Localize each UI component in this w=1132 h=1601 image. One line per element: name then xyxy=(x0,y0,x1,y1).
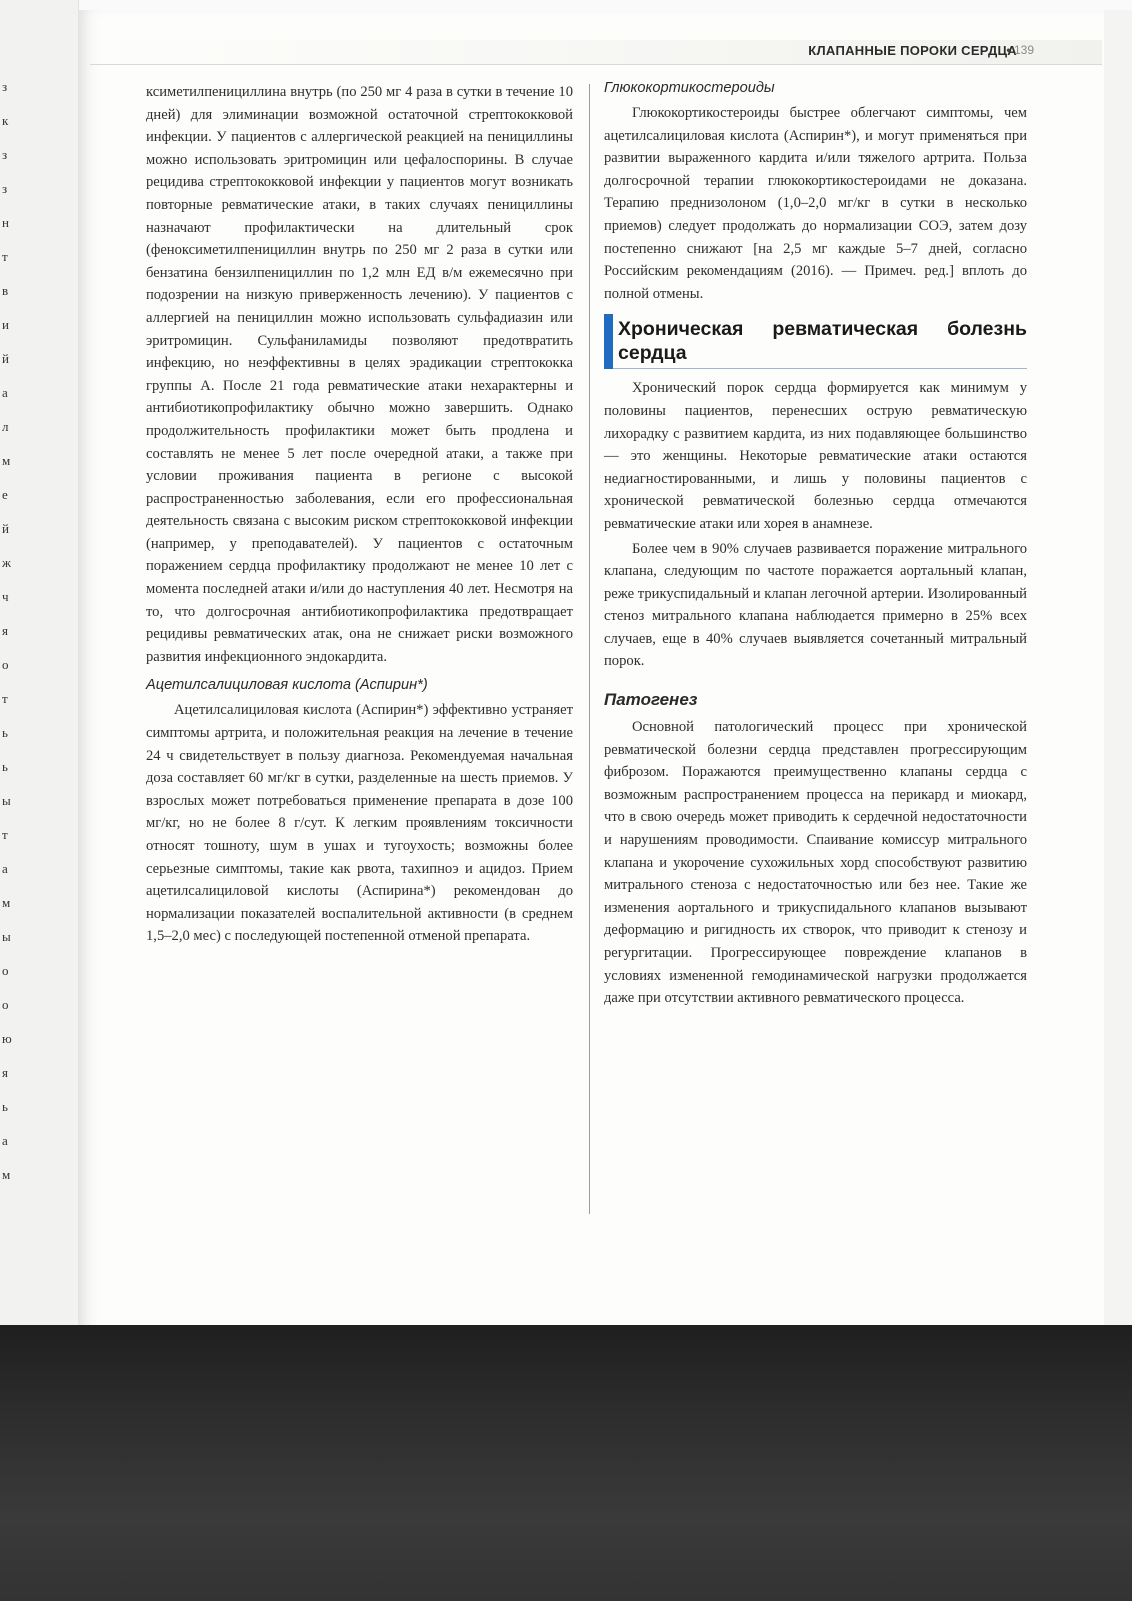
scanner-dark-background xyxy=(0,1325,1132,1601)
facing-page-fragment: м xyxy=(2,453,11,468)
page-number: • 139 xyxy=(1006,43,1034,57)
facing-page-fragment: ю xyxy=(2,1031,12,1046)
facing-page-fragment: т xyxy=(2,249,8,264)
facing-page-fragment: ы xyxy=(2,929,11,944)
facing-page-fragment: л xyxy=(2,419,9,434)
facing-page-fragment: а xyxy=(2,1133,8,1148)
facing-page-fragment: м xyxy=(2,1167,11,1182)
facing-page-fragment: ж xyxy=(2,555,11,570)
facing-page-fragment: е xyxy=(2,487,8,502)
section-heading xyxy=(604,314,1027,369)
body-paragraph: Ацетилсалициловая кислота (Аспирин*) эффективно устраняет симптомы артрита, и положительная реакция на лечение в течение 24 ч свидетельствует в пользу диагноза. Рекомендуемая начальная доза составляет 60 мг/кг в сутки, разделенные на шесть приемов. У взрослых может потребоваться применение препарата в дозе 100 мг/кг, но не более 8 г/сут. К легким проявлениям токсичности относят тошноту, шум в ушах и тугоухость; возможны более серьезные симптомы, такие как рвота, тахипноэ и ацидоз. Прием ацетилсалициловой кислоты (Аспирина*) рекомендован до нормализации показателей воспалительной активности (в среднем 1,5–2,0 мес) с последующей постепенной отменой препарата. xyxy=(146,702,573,945)
body-paragraph: Более чем в 90% случаев развивается поражение митрального клапана, следующим по частоте поражается аортальный клапан, реже трикуспидальный и клапан легочной артерии. Изолированный стеноз митрального клапана наблюдается примерно в 25% всех случаев, еще в 40% случаев выявляется сочетанный митральный порок. xyxy=(604,540,1027,670)
facing-page-edge xyxy=(0,0,79,1340)
facing-page-fragment: ь xyxy=(2,725,8,740)
right-column xyxy=(604,78,1027,1012)
body-paragraph: Основной патологический процесс при хронической ревматической болезни сердца представлен прогрессирующим фиброзом. Поражаются преимущественно клапаны сердца с возможным распространением процесса на перикард и миокард, что в свою очередь может приводить к сердечной недостаточности и нарушениям проводимости. Спаивание комиссур митрального клапана и укорочение сухожильных хорд способствуют развитию митрального стеноза с недостаточностью или без нее. Такие же изменения аортального и трикуспидального клапанов вызывают деформацию и ригидность их створок, что приводит к стенозу и регургитации. Прогрессирующее повреждение клапанов в условиях измененной гемодинамической нагрузки продолжается даже при отсутствии активного ревматического процесса. xyxy=(604,719,1027,1007)
facing-page-fragment: ь xyxy=(2,1099,8,1114)
facing-page-fragment: ь xyxy=(2,759,8,774)
body-paragraph: Хронический порок сердца формируется как минимум у половины пациентов, перенесших острую ревматическую лихорадку с развитием кардита, из них подавляющее большинство — это женщины. Некоторые ревматические атаки остаются недиагностированными, и лишь у половины пациентов с хронической ревматической болезнью сердца отмечаются ревматические атаки или хорея в анамнезе. xyxy=(604,380,1027,532)
facing-page-fragment: к xyxy=(2,113,9,128)
running-header xyxy=(90,40,1102,65)
facing-page-fragment: ч xyxy=(2,589,9,604)
header-title: КЛАПАННЫЕ ПОРОКИ СЕРДЦА xyxy=(808,43,1017,58)
body-paragraph: ксиметилпенициллина внутрь (по 250 мг 4 раза в сутки в течение 10 дней) для элиминации возможной остаточной стрептококковой инфекции. У пациентов с аллергической реакцией на пенициллины можно использовать эритромицин или цефалоспорины. В случае рецидива стрептококковой инфекции у пациентов могут возникать повторные ревматические атаки, в таких случаях пенициллины назначают профилактически на длительный срок (феноксиметилпенициллин внутрь по 250 мг 2 раза в сутки или бензатина бензилпенициллин по 1,2 млн ЕД в/м ежемесячно при подозрении на низкую приверженность лечению). У пациентов с аллергией на пенициллин можно использовать сульфадиазин или эритромицин. Сульфаниламиды позволяют предотвратить инфекцию, но неэффективны в целях эрадикации стрептококка группы А. После 21 года ревматические атаки нехарактерны и антибиотикопрофилактику обычно можно завершить. Однако продолжительность профилактики может быть продлена и составлять не менее 5 лет после очередной атаки, а также при условии проживания пациента в регионе с высокой распространенностью заболевания, если его профессиональная деятельность связана с высоким риском стрептококковой инфекции (например, у преподавателей). У пациентов с остаточным поражением сердца профилактику продолжают не менее 10 лет с момента последней атаки и/или до наступления 40 лет. Несмотря на то, что долгосрочная антибиотикопрофилактика предотвращает рецидивы ревматических атак, она не снижает риски возможного развития инфекционного эндокардита. xyxy=(146,84,573,665)
left-column xyxy=(146,81,573,950)
section-title: Хроническая ревматическая болезнь сердца xyxy=(618,318,1027,365)
facing-page-fragment: й xyxy=(2,521,9,536)
subheading-glucocorticoids: Глюкокортикостероиды xyxy=(604,80,775,96)
facing-page-fragment: я xyxy=(2,623,8,638)
facing-page-fragment: з xyxy=(2,79,8,94)
facing-page-fragment: я xyxy=(2,1065,8,1080)
facing-page-fragment: т xyxy=(2,827,8,842)
facing-page-fragment: о xyxy=(2,963,9,978)
facing-page-fragment: м xyxy=(2,895,11,910)
facing-page-fragment: в xyxy=(2,283,9,298)
facing-page-fragment: и xyxy=(2,317,9,332)
facing-page-fragment: о xyxy=(2,997,9,1012)
facing-page-fragment: з xyxy=(2,147,8,162)
column-divider xyxy=(589,84,590,1214)
body-paragraph: Глюкокортикостероиды быстрее облегчают симптомы, чем ацетилсалициловая кислота (Аспирин*), и могут применяться при развитии выраженного кардита и/или тяжелого артрита. Польза долгосрочной терапии глюкокортикостероидами не доказана. Терапию преднизолоном (1,0–2,0 мг/кг в сутки в несколько приемов) следует продолжать до нормализации СОЭ, затем дозу постепенно снижают [на 2,5 мг каждые 5–7 дней, согласно Российским рекомендациям (2016). — Примеч. ред.] вплоть до полной отмены. xyxy=(604,105,1027,302)
facing-page-fragment: о xyxy=(2,657,9,672)
facing-page-fragment: н xyxy=(2,215,9,230)
subheading-aspirin: Ацетилсалициловая кислота (Аспирин*) xyxy=(146,677,428,694)
facing-page-fragment: й xyxy=(2,351,9,366)
section-accent-bar xyxy=(604,314,613,369)
facing-page-fragment: ы xyxy=(2,793,11,808)
facing-page-fragment: а xyxy=(2,385,8,400)
scan-top-edge xyxy=(0,0,1132,10)
facing-page-fragment: а xyxy=(2,861,8,876)
facing-page-fragment: з xyxy=(2,181,8,196)
subheading-pathogenesis: Патогенез xyxy=(604,690,698,710)
facing-page-fragment: т xyxy=(2,691,8,706)
